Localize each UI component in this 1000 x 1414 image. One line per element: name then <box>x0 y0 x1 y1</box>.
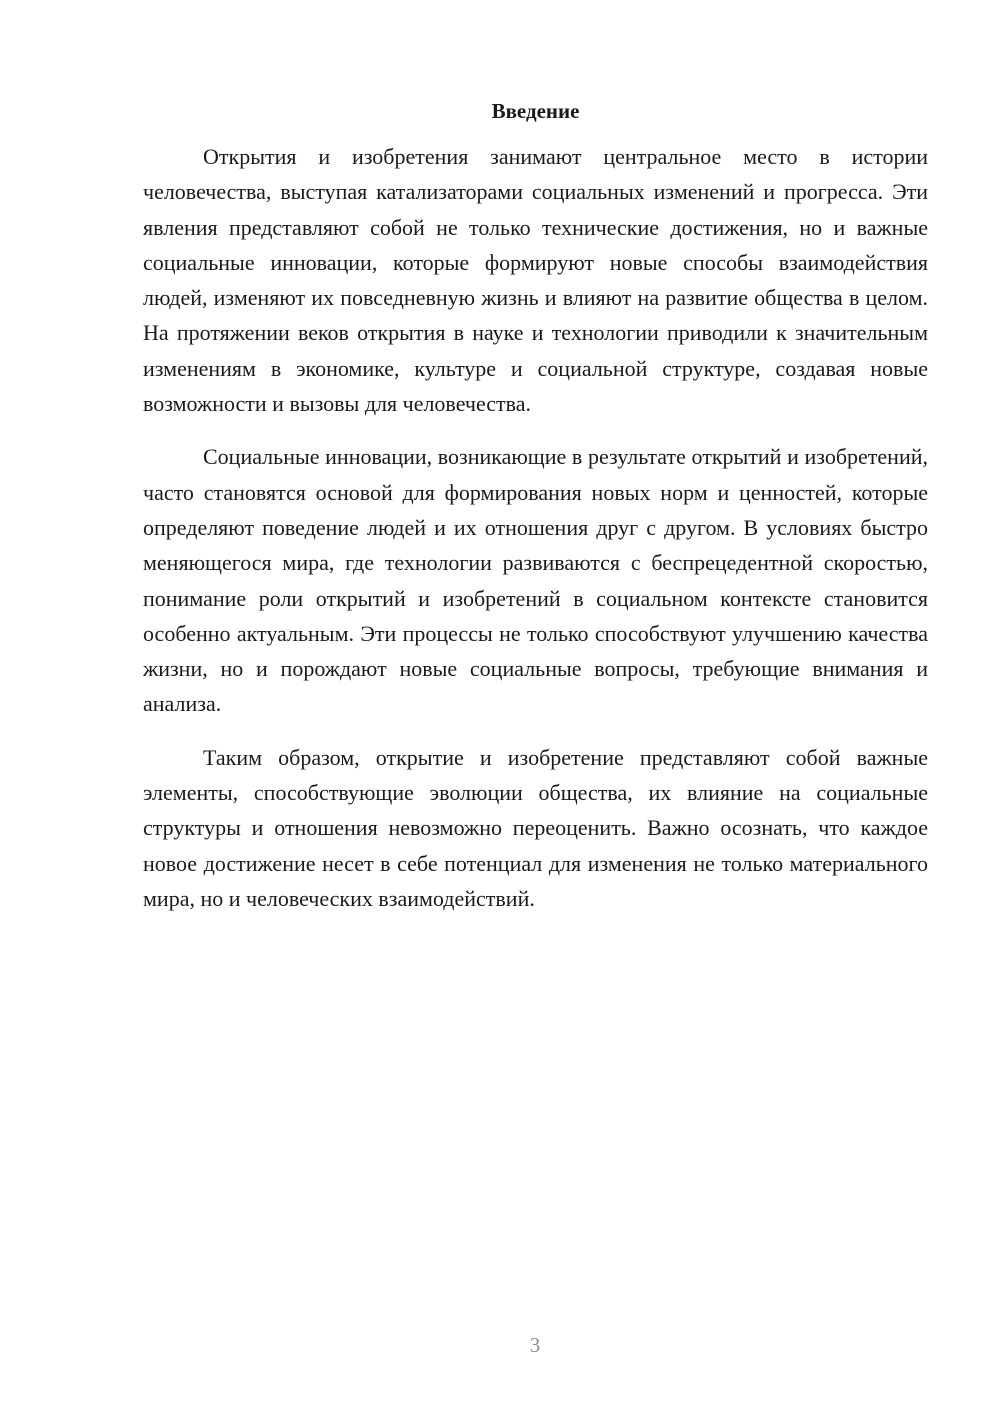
paragraph-2: Социальные инновации, возникающие в результате открытий и изобретений, часто становятся основой для формирования новых норм и ценностей, которые определяют поведение людей и их отношения друг с другом. В условиях быстро меняющегося мира, где технологии развиваются с беспрецедентной скоростью, понимание роли открытий и изобретений в социальном контексте становится особенно актуальным. Эти процессы не только способствуют улучшению качества жизни, но и порождают новые социальные вопросы, требующие внимания и анализа. <box>143 444 928 717</box>
paragraph-1: Открытия и изобретения занимают центральное место в истории человечества, выступая катализаторами социальных изменений и прогресса. Эти явления представляют собой не только технические достижения, но и важные социальные инновации, которые формируют новые способы взаимодействия людей, изменяют их повседневную жизнь и влияют на развитие общества в целом. На протяжении веков открытия в науке и технологии приводили к значительным изменениям в экономике, культуре и социальной структуре, создавая новые возможности и вызовы для человечества. <box>143 144 928 417</box>
paragraph-3: Таким образом, открытие и изобретение представляют собой важные элементы, способствующие эволюции общества, их влияние на социальные структуры и отношения невозможно переоценить. Важно осознать, что каждое новое достижение несет в себе потенциал для изменения не только материального мира, но и человеческих взаимодействий. <box>143 744 928 911</box>
section-heading: Введение <box>491 99 580 123</box>
page-number: 3 <box>529 1333 541 1357</box>
page-content <box>143 95 928 916</box>
